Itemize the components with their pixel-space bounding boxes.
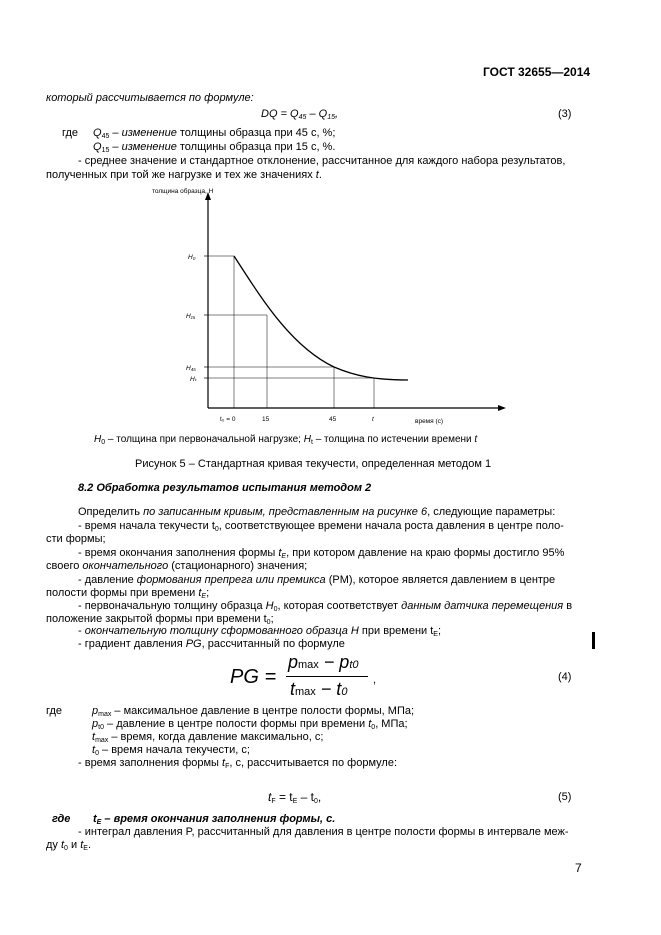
section-line-9: положение закрытой формы при времени $t_0$; bbox=[46, 613, 274, 626]
x-axis-label: время (с) bbox=[415, 418, 444, 425]
y-axis-label: толщина образца, H bbox=[152, 188, 214, 195]
te-definition: $t_E$ – время окончания заполнения формы, с. bbox=[93, 813, 336, 826]
xtick-45: 45 bbox=[329, 416, 337, 423]
paragraph-mean-1: - среднее значение и стандартное отклонение, рассчитанное для каждого набора результатов, bbox=[78, 155, 566, 167]
x-axis-arrow bbox=[498, 405, 506, 411]
figure-caption: Рисунок 5 – Стандартная кривая текучести, определенная методом 1 bbox=[135, 458, 492, 470]
where-label-2: где bbox=[46, 705, 63, 717]
formula-5-number: (5) bbox=[558, 791, 572, 803]
ytick-h0: H₀ bbox=[188, 254, 196, 261]
fill-time-intro: - время заполнения формы $t_F$, с, рассчитывается по формуле: bbox=[78, 757, 398, 770]
paragraph-mean-2: полученных при той же нагрузке и тех же значениях t. bbox=[46, 169, 322, 181]
formula-intro: который рассчитывается по формуле: bbox=[46, 92, 254, 104]
section-line-8: - первоначальную толщину образца $H_0$, которая соответствует данным датчика перемещения в bbox=[78, 600, 573, 613]
xtick-t0: t₀ = 0 bbox=[220, 416, 236, 423]
ytick-h15: H₁₅ bbox=[186, 313, 196, 320]
formula-4-number: (4) bbox=[558, 671, 572, 683]
section-line-2: - время начала текучести $t_0$, соответствующее времени начала роста давления в центре поло- bbox=[78, 520, 564, 533]
page-number: 7 bbox=[575, 861, 582, 875]
section-line-4: - время окончания заполнения формы $t_E$, при котором давление на краю формы достигло 95% bbox=[78, 547, 565, 560]
section-line-1: Определить по записанным кривым, представленным на рисунке 6, следующие параметры: bbox=[78, 506, 556, 518]
section-line-3: сти формы; bbox=[46, 533, 106, 545]
pt0-definition: $p_{t0}$ – давление в центре полости формы при времени $t_0$, МПа; bbox=[92, 718, 408, 731]
creep-curve-figure bbox=[150, 186, 530, 431]
formula-4: PG = pmax − pt0 tmax − t0 , bbox=[230, 652, 377, 699]
section-line-11: - градиент давления PG, рассчитанный по формуле bbox=[78, 638, 345, 650]
pmax-definition: $p_{max}$ – максимальное давление в центре полости формы, МПа; bbox=[92, 705, 415, 718]
q15-definition: $Q_{15}$ – изменение толщины образца при 15 с, %. bbox=[93, 141, 336, 154]
bottom-line-2: ду $t_0$ и $t_E$. bbox=[46, 839, 92, 852]
formula-3: DQ = $Q_{45} - Q_{15}$, bbox=[261, 108, 339, 121]
bottom-line-1: - интеграл давления P, рассчитанный для давления в центре полости формы в интервале меж- bbox=[78, 826, 569, 838]
tmax-definition: $t_{max}$ – время, когда давление максимально, с; bbox=[92, 731, 324, 744]
t0-definition: $t_0$ – время начала текучести, с; bbox=[92, 744, 250, 757]
text-cursor bbox=[592, 632, 595, 649]
section-line-10: - окончательную толщину сформованного образца H при времени $t_E$; bbox=[78, 625, 442, 638]
where-label: где bbox=[62, 127, 79, 139]
figure-legend: $H_0$ – толщина при первоначальной нагрузке; $H_t$ – толщина по истечении времени t bbox=[94, 434, 478, 446]
formula-5: $t_F = t_E - t_0$, bbox=[268, 790, 322, 805]
creep-curve bbox=[234, 256, 408, 380]
standard-number: ГОСТ 32655—2014 bbox=[483, 65, 591, 79]
section-line-7: полости формы при времени $t_E$; bbox=[46, 587, 210, 600]
formula-3-number: (3) bbox=[558, 108, 572, 120]
section-line-5: своего окончательного (стационарного) значения; bbox=[46, 560, 308, 572]
ytick-h45: H₄₅ bbox=[186, 365, 196, 372]
section-title: 8.2 Обработка результатов испытания методом 2 bbox=[78, 482, 372, 494]
section-line-6: - давление формования препрега или премикса (PM), которое является давлением в центре bbox=[78, 574, 556, 586]
ytick-ht: Hₜ bbox=[190, 376, 197, 383]
xtick-15: 15 bbox=[262, 416, 270, 423]
q45-definition: $Q_{45}$ – изменение толщины образца при 45 с, %; bbox=[93, 127, 336, 140]
xtick-t: t bbox=[372, 416, 374, 423]
where-label-3: где bbox=[52, 813, 71, 825]
